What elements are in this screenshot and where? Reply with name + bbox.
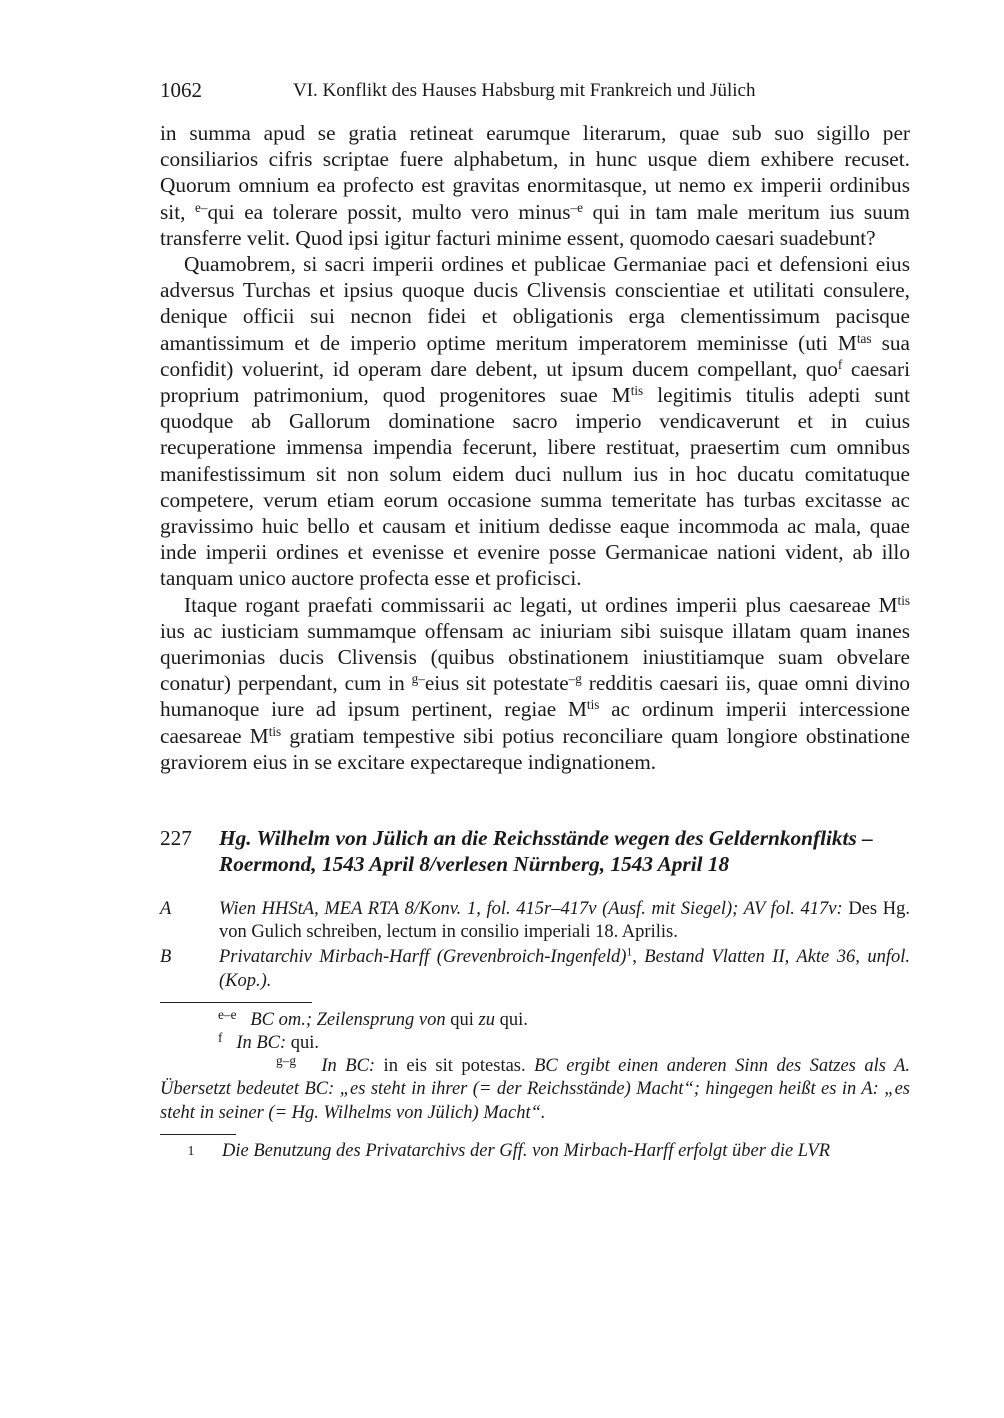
document-heading — [160, 825, 910, 878]
text-run: zu — [478, 1009, 495, 1030]
superscript: tis — [897, 592, 910, 608]
text-run: in summa apud se gratia retineat earumque literarum, quae sub suo sigillo per consiliarios cifris scriptae fuere alphabetum, in hunc usque diem exhibere recuset. Quorum omnium ea profecto est gravitas enormitasque, ut nemo ex imperii ordinibus sit, — [160, 121, 910, 224]
text-run: qui — [445, 1009, 479, 1030]
witness-description — [219, 946, 910, 992]
text-run: , Bestand Vlatten II, Akte 36, unfol. (Kop.). — [219, 947, 910, 991]
text-run: Wien HHStA, MEA RTA 8/Konv. 1, fol. 415r–417v (Ausf. mit Siegel); AV fol. 417v: — [219, 898, 843, 919]
text-run: caesari proprium patrimonium, quod progenitores suae M — [160, 356, 910, 408]
apparatus-mark: f — [837, 356, 843, 372]
witness-a — [160, 898, 910, 944]
text-run: In BC: — [236, 1032, 287, 1053]
text-run: ac ordinum imperii intercessione caesareae M — [160, 697, 910, 748]
text-run: redditis caesari iis, quae omni divino humanoque iure ad ipsum pertinent, regiae M — [160, 671, 910, 722]
witness-list — [160, 898, 910, 993]
text-run: legitimis titulis adepti sunt quodque ab Gallorum dominatione sacro imperio vendicaverunt et in cuius recuperatione immensa impendia fecerunt, libere restituat, praesertim cum omnibus manifestissimum sit non solum eidem duci nullum ius in hoc ducatu comitatuque competere, verum etiam eorum occasione summa temeritate has turbas excitasse ac gravissimo huic bello et causam et initium dedisse eaque incommoda ac mala, quae inde imperii ordines et evenisse et evenire posse Germanicae nationi vident, ab illo tanquam unico auctore profecta esse et proficisci. — [160, 383, 910, 591]
text-run: in eis sit potestas. — [375, 1056, 535, 1077]
text-run: qui. — [494, 1009, 528, 1030]
running-header — [160, 78, 910, 108]
apparatus-note-g: g–g In BC: in eis sit potestas. BC ergibt einen anderen Sinn des Satzes als A. Übersetzt bedeutet BC: „es steht in ihrer (= der Reichsstände) Macht“; hingegen heißt es in A: „es steht in seiner (= Hg. Wilhelms von Jülich) Macht“. — [160, 1053, 910, 1123]
superscript: tis — [630, 382, 644, 398]
text-run: BC om.; Zeilensprung von — [250, 1009, 446, 1030]
apparatus-mark: –e — [570, 199, 583, 215]
superscript: tis — [268, 723, 282, 739]
critical-apparatus — [160, 1006, 910, 1125]
page-number: 1062 — [160, 78, 202, 102]
paragraph-2 — [160, 251, 910, 592]
footnote-reference: 1 — [626, 947, 633, 959]
text-run: Des Hg. von Gulich schreiben, lectum in consilio imperiali 18. Aprilis. — [219, 898, 910, 943]
text-run: qui. — [286, 1032, 320, 1053]
text-run: BC ergibt einen anderen Sinn des Satzes als A. Übersetzt bedeutet BC: „es steht in ihrer (= der Reichsstände) Macht“; hingegen heißt es in A: „es steht in seiner (= Hg. Wilhelms von Jülich) Macht“. — [160, 1056, 910, 1123]
footnote-mark: 1 — [187, 1143, 195, 1159]
apparatus-mark: g– — [411, 671, 425, 687]
apparatus-note-e: e–e BC om.; Zeilensprung von qui zu qui. — [218, 1006, 528, 1030]
text-run: gratiam tempestive sibi potius reconciliare quam longiore obstinatione graviorem eius in se excitare expectareque indignationem. — [160, 723, 911, 774]
paragraph-1 — [160, 120, 910, 251]
text-run: eius sit potestate — [424, 671, 569, 696]
text-run: Privatarchiv Mirbach-Harff (Grevenbroich-Ingenfeld) — [219, 947, 627, 968]
document-number: 227 — [160, 826, 192, 851]
superscript: tis — [586, 697, 600, 713]
text-run: ius ac iusticiam summamque offensam ac iniuriam sibi suisque illatam quam inanes querimonias ducis Clivensis (quibus obstinationem iniustitiamque suam obvelare conatur) perpendant, cum in — [160, 618, 910, 696]
footnote-divider — [160, 1134, 236, 1135]
text-run: qui ea tolerare possit, multo vero minus — [207, 199, 571, 224]
footnote-text: Die Benutzung des Privatarchivs der Gff. von Mirbach-Harff erfolgt über die LVR — [222, 1140, 831, 1161]
document-title: Hg. Wilhelm von Jülich an die Reichsstände wegen des Geldernkonflikts – Roermond, 1543 April 8/verlesen Nürnberg, 1543 April 18 — [219, 826, 873, 877]
text-run: In BC: — [321, 1056, 376, 1077]
paragraph-3 — [160, 592, 910, 775]
main-text — [160, 120, 910, 775]
text-run: sua confidit) voluerint, id operam dare debent, ut ipsum ducem compellant, quo — [160, 330, 910, 381]
text-run: Quamobrem, si sacri imperii ordines et publicae Germaniae paci et defensioni eius adversus Turchas et ipsius quoque ducis Clivensis conscientiae et utilitati consulere, denique officii sui necnon fidei et obligationis erga clementissimum pacisque amantissimum et de imperio optime meritum imperatorem meminisse (uti M — [160, 252, 910, 355]
apparatus-mark: –g — [568, 671, 582, 687]
witness-siglum: A — [160, 898, 172, 919]
footnote-1 — [160, 1140, 910, 1163]
text-run: Itaque rogant praefati commissarii ac legati, ut ordines imperii plus caesareae M — [184, 592, 898, 617]
page — [160, 78, 910, 1163]
apparatus-mark: e– — [195, 199, 208, 215]
apparatus-divider — [160, 1002, 312, 1003]
witness-description — [219, 898, 910, 944]
apparatus-note-f: f In BC: qui. — [218, 1029, 320, 1053]
running-title: VI. Konflikt des Hauses Habsburg mit Frankreich und Jülich — [293, 80, 756, 101]
witness-siglum: B — [160, 947, 172, 968]
text-run: qui in tam male meritum ius suum transferre velit. Quod ipsi igitur facturi minime essent, quomodo caesari suadebunt? — [160, 199, 910, 250]
superscript: tas — [856, 330, 872, 346]
witness-b — [160, 946, 910, 992]
